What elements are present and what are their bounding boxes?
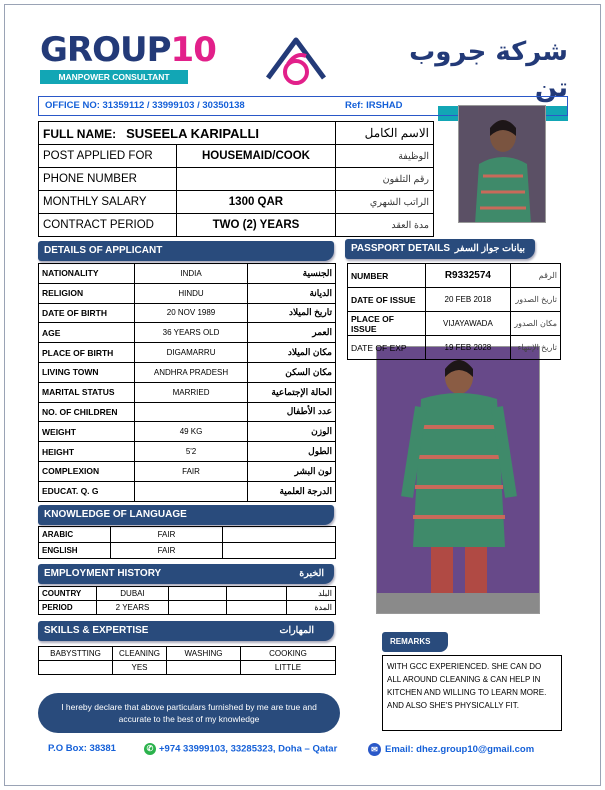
empty-cell [169,601,227,615]
phone-numbers: +974 33999103, 33285323, Doha – Qatar [159,743,338,755]
footer-phones [144,743,337,755]
logo-subtitle: MANPOWER CONSULTANT [40,70,188,84]
table-row [39,303,336,323]
main-info-table [38,121,434,237]
language-title: KNOWLEDGE OF LANGUAGE [44,509,187,520]
passport-value: R9332574 [425,264,511,288]
table-row [348,288,561,312]
detail-value: HINDU [134,283,248,303]
skills-title-arabic: المهارات [279,625,314,636]
detail-value: 5'2 [134,442,248,462]
skill-value: LITTLE [241,661,336,675]
full-name-label: FULL NAME: [43,126,117,141]
employment-section-header [38,564,334,584]
table-row [39,422,336,442]
whatsapp-icon: ✆ [144,743,156,755]
passport-label: DATE OF ISSUE [348,288,426,312]
language-label: ARABIC [39,527,111,543]
logo-arabic-text: شركة جروب تن [409,37,568,103]
detail-value: 49 KG [134,422,248,442]
passport-arabic: تاريخ الإنتهاء [511,336,561,360]
row-value: TWO (2) YEARS [176,214,336,237]
passport-arabic: الرقم [511,264,561,288]
detail-arabic: الحالة الإجتماعية [248,382,336,402]
skills-title: SKILLS & EXPERTISE [44,625,149,636]
detail-value: 20 NOV 1989 [134,303,248,323]
skill-value: YES [113,661,167,675]
language-value: FAIR [111,527,223,543]
table-row [39,283,336,303]
detail-value [134,481,248,501]
skill-header: COOKING [241,647,336,661]
detail-arabic: عدد الأطفال [248,402,336,422]
details-table [38,263,336,502]
detail-value: ANDHRA PRADESH [134,362,248,382]
passport-value: VIJAYAWADA [425,312,511,336]
house-emblem-icon [262,34,330,90]
phone-row [39,168,434,191]
contract-row [39,214,434,237]
detail-value: MARRIED [134,382,248,402]
employment-title-arabic: الخبرة [299,568,324,579]
detail-arabic: لون البشر [248,461,336,481]
table-row [39,601,336,615]
details-title: DETAILS OF APPLICANT [44,245,163,256]
skill-header: WASHING [167,647,241,661]
applicant-portrait-photo [458,105,546,223]
detail-arabic: مكان الميلاد [248,343,336,363]
detail-label: COMPLEXION [39,461,135,481]
skill-header: CLEANING [113,647,167,661]
detail-label: DATE OF BIRTH [39,303,135,323]
skills-table [38,646,336,675]
detail-arabic: الدرجة العلمية [248,481,336,501]
language-table [38,526,336,559]
detail-arabic: الديانة [248,283,336,303]
detail-arabic: الطول [248,442,336,462]
table-row [39,382,336,402]
table-row [348,312,561,336]
row-label: MONTHLY SALARY [39,191,177,214]
skill-header: BABYSTTING [39,647,113,661]
office-numbers: OFFICE NO: 31359112 / 33999103 / 30350138 [45,100,245,111]
remarks-header: REMARKS [382,632,448,652]
table-row [39,527,336,543]
detail-value: 36 YEARS OLD [134,323,248,343]
empty-cell [223,543,336,559]
language-label: ENGLISH [39,543,111,559]
period-arabic: المدة [287,601,336,615]
po-box: P.O Box: 38381 [48,743,116,754]
country-label: COUNTRY [39,587,97,601]
language-section-header [38,505,334,525]
logo-number: 10 [170,30,216,70]
row-arabic: مدة العقد [336,214,434,237]
detail-value: FAIR [134,461,248,481]
period-label: PERIOD [39,601,97,615]
row-label: CONTRACT PERIOD [39,214,177,237]
applicant-full-photo [376,346,540,614]
passport-label: NUMBER [348,264,426,288]
country-arabic: البلد [287,587,336,601]
detail-label: MARITAL STATUS [39,382,135,402]
footer-email [368,743,534,756]
language-value: FAIR [111,543,223,559]
detail-label: RELIGION [39,283,135,303]
detail-arabic: الوزن [248,422,336,442]
table-row [39,323,336,343]
detail-label: NATIONALITY [39,264,135,284]
detail-arabic: تاريخ الميلاد [248,303,336,323]
row-arabic: الوظيفة [336,145,434,168]
empty-cell [227,587,287,601]
skills-section-header [38,621,334,641]
passport-title-arabic: بيانات جواز السفر [454,243,525,254]
detail-value: INDIA [134,264,248,284]
skill-value [39,661,113,675]
detail-label: LIVING TOWN [39,362,135,382]
detail-label: NO. OF CHILDREN [39,402,135,422]
table-row [39,264,336,284]
detail-label: WEIGHT [39,422,135,442]
post-row [39,145,434,168]
table-row [39,442,336,462]
table-row [39,647,336,661]
skill-value [167,661,241,675]
passport-arabic: تاريخ الصدور [511,288,561,312]
detail-label: EDUCAT. Q. G [39,481,135,501]
declaration-text: I hereby declare that above particulars furnished by me are true and accurate to the best of my knowledge [38,693,340,733]
passport-section-header [345,239,535,259]
detail-label: AGE [39,323,135,343]
table-row [39,481,336,501]
table-row [348,336,561,360]
passport-value: 20 FEB 2018 [425,288,511,312]
detail-value: DIGAMARRU [134,343,248,363]
detail-arabic: العمر [248,323,336,343]
row-value: 1300 QAR [176,191,336,214]
table-row [39,543,336,559]
table-row [39,587,336,601]
email-icon: ✉ [368,743,381,756]
detail-arabic: الجنسية [248,264,336,284]
table-row [39,402,336,422]
table-row [39,661,336,675]
row-label: PHONE NUMBER [39,168,177,191]
full-name-arabic: الاسم الكامل [336,122,434,145]
reference: Ref: IRSHAD [345,100,403,111]
full-name-value: SUSEELA KARIPALLI [126,125,260,141]
full-name-cell [39,122,336,145]
full-name-row [39,122,434,145]
table-row [39,461,336,481]
salary-row [39,191,434,214]
passport-label: DATE OF EXP [348,336,426,360]
row-arabic: الراتب الشهري [336,191,434,214]
empty-cell [169,587,227,601]
period-value: 2 YEARS [97,601,169,615]
row-value: HOUSEMAID/COOK [176,145,336,168]
passport-table [347,263,561,360]
passport-value: 19 FEB 2028 [425,336,511,360]
group10-logo [40,30,216,84]
email-address: Email: dhez.group10@gmail.com [385,744,535,756]
table-row [39,362,336,382]
employment-title: EMPLOYMENT HISTORY [44,568,162,579]
passport-title: PASSPORT DETAILS [351,243,451,254]
empty-cell [227,601,287,615]
detail-label: HEIGHT [39,442,135,462]
detail-arabic: مكان السكن [248,362,336,382]
details-section-header [38,241,334,261]
table-row [348,264,561,288]
detail-label: PLACE OF BIRTH [39,343,135,363]
detail-value [134,402,248,422]
passport-label: PLACE OF ISSUE [348,312,426,336]
remarks-text: WITH GCC EXPERIENCED. SHE CAN DO ALL AROUND CLEANING & CAN HELP IN KITCHEN AND WILLING TO LEARN MORE. AND ALSO SHE'S PHYSICALLY FIT. [382,655,562,731]
row-arabic: رقم التلفون [336,168,434,191]
row-label: POST APPLIED FOR [39,145,177,168]
employment-table [38,586,336,615]
table-row [39,343,336,363]
row-value [176,168,336,191]
passport-arabic: مكان الصدور [511,312,561,336]
logo-main-text: GROUP [40,30,171,70]
empty-cell [223,527,336,543]
country-value: DUBAI [97,587,169,601]
